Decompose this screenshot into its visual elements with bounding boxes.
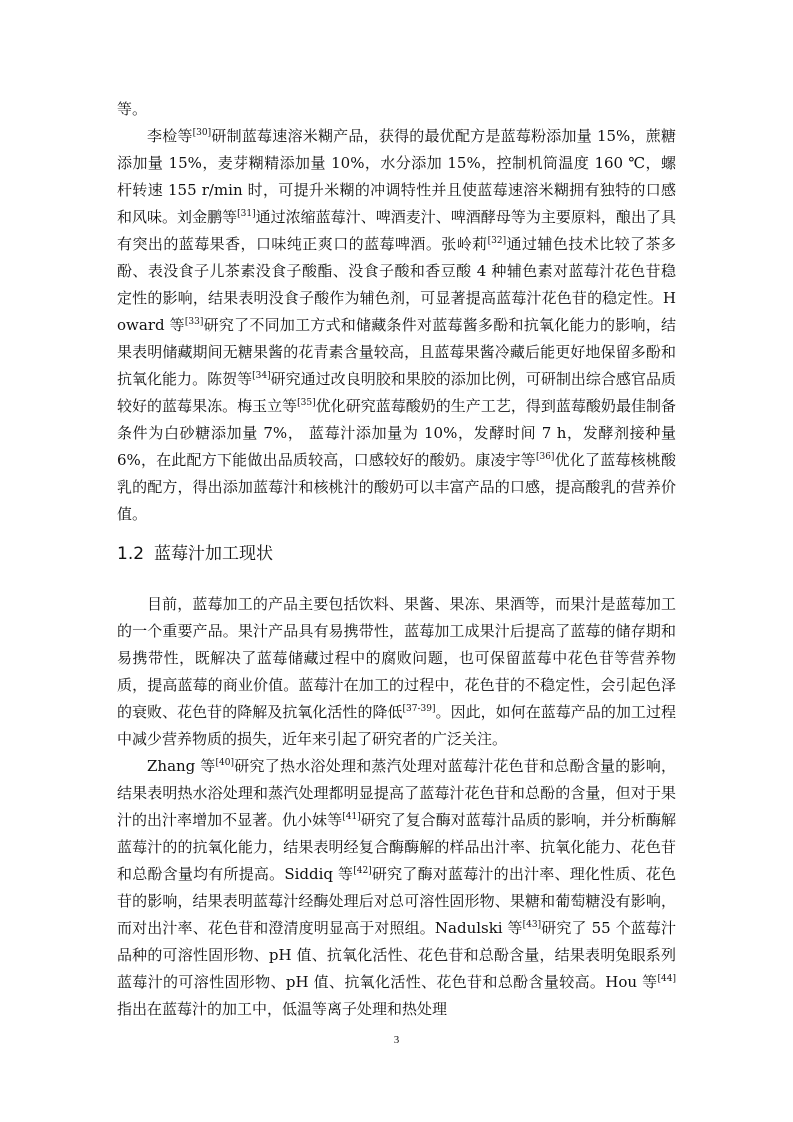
citation-ref: [32] [487,236,507,246]
citation-ref: [35] [297,398,316,408]
paragraph-text: 。因此，如何在蓝莓产品的加工过程中减少营养物质的损失，近年来引起了研究者的广泛关注。 [117,703,676,748]
paragraph-text: 研制蓝莓速溶米糊产品，获得的最优配方是蓝莓粉添加量 15%，蔗糖添加量 15%，麦芽糊精添加量 10%，水分添加 15%，控制机筒温度 160 ℃，螺杆转速 155 r/min 时，可提升米糊的冲调特性并且使蓝莓速溶米糊拥有独特的口感和风味。刘金鹏等 [117,127,676,226]
citation-ref: [36] [535,452,555,462]
paragraph-text: Zhang 等 [147,757,216,775]
paragraph-text: 优化了蓝莓核桃酸乳的配方，得出添加蓝莓汁和核桃汁的酸奶可以丰富产品的口感，提高酸乳的营养价值。 [117,451,676,523]
section-title: 蓝莓汁加工现状 [154,544,274,564]
citation-ref: [31] [237,209,256,219]
paragraph-text: 目前，蓝莓加工的产品主要包括饮料、果酱、果冻、果酒等，而果汁是蓝莓加工的一个重要产品。果汁产品具有易携带性，蓝莓加工成果汁后提高了蓝莓的储存期和易携带性，既解决了蓝莓储藏过程中的腐败问题，也可保留蓝莓中花色苷等营养物质，提高蓝莓的商业价值。蓝莓汁在加工的过程中，花色苷的不稳定性，会引起色泽的衰败、花色苷的降解及抗氧化活性的降低 [117,595,676,721]
paragraph-blueberry-products [117,123,676,528]
paragraph-text: 研究了复合酶对蓝莓汁品质的影响，并分析酶解蓝莓汁的的抗氧化能力，结果表明经复合酶酶解的样品出汁率、抗氧化能力、花色苷和总酚含量均有所提高。Siddiq 等 [117,811,676,883]
paragraph-text: 研究了不同加工方式和储藏条件对蓝莓酱多酚和抗氧化能力的影响，结果表明储藏期间无糖果酱的花青素含量较高，且蓝莓果酱冷藏后能更好地保留多酚和抗氧化能力。陈贺等 [117,316,676,388]
citation-ref: [34] [252,371,271,381]
citation-ref: [40] [215,758,235,768]
paragraph-juice-overview [117,591,676,753]
citation-ref: [33] [184,317,204,327]
paragraph-continuation [117,96,676,123]
citation-ref: [41] [342,812,361,822]
paragraph-juice-research [117,753,676,1023]
citation-ref: [37-39] [402,704,436,714]
citation-ref: [42] [353,866,372,876]
paragraph-text: 研究了热水浴处理和蒸汽处理对蓝莓汁花色苷和总酚含量的影响，结果表明热水浴处理和蒸汽处理都明显提高了蓝莓汁花色苷和总酚的含量，但对于果汁的出汁率增加不显著。仇小妹等 [117,757,676,829]
body-text-top [117,96,676,528]
paragraph-text: 李检等 [147,127,193,145]
citation-ref: [44] [657,974,676,984]
citation-ref: [43] [522,920,542,930]
paragraph-text: 优化研究蓝莓酸奶的生产工艺，得到蓝莓酸奶最佳制备条件为白砂糖添加量 7%， 蓝莓汁添加量为 10%，发酵时间 7 h，发酵剂接种量 6%，在此配方下能做出品质较高，口感较好的酸奶。康凌宇等 [117,397,676,469]
paragraph-text: 指出在蓝莓汁的加工中，低温等离子处理和热处理 [117,1000,448,1018]
paragraph-text: 等。 [117,100,148,118]
paragraph-text: 研究了酶对蓝莓汁的出汁率、理化性质、花色苷的影响，结果表明蓝莓汁经酶处理后对总可溶性固形物、果糖和葡萄糖没有影响，而对出汁率、花色苷和澄清度明显高于对照组。Nadulski 等 [117,865,676,937]
body-text-section [117,591,676,1023]
section-number: 1.2 [117,544,145,564]
paragraph-text: 通过辅色技术比较了茶多酚、表没食子儿茶素没食子酸酯、没食子酸和香豆酸 4 种辅色素对蓝莓汁花色苷稳定性的影响，结果表明没食子酸作为辅色剂，可显著提高蓝莓汁花色苷的稳定性。Howard 等 [117,235,676,334]
citation-ref: [30] [192,128,212,138]
paragraph-text: 研究通过改良明胶和果胶的添加比例，可研制出综合感官品质较好的蓝莓果冻。梅玉立等 [117,370,676,415]
page-number: 3 [393,1034,400,1046]
paragraph-text: 研究了 55 个蓝莓汁品种的可溶性固形物、pH 值、抗氧化活性、花色苷和总酚含量，结果表明兔眼系列蓝莓汁的可溶性固形物、pH 值、抗氧化活性、花色苷和总酚含量较高。Hou 等 [117,919,677,991]
paragraph-text: 通过浓缩蓝莓汁、啤酒麦汁、啤酒酵母等为主要原料，酿出了具有突出的蓝莓果香，口味纯正爽口的蓝莓啤酒。张岭莉 [117,208,676,253]
section-heading [117,542,273,566]
